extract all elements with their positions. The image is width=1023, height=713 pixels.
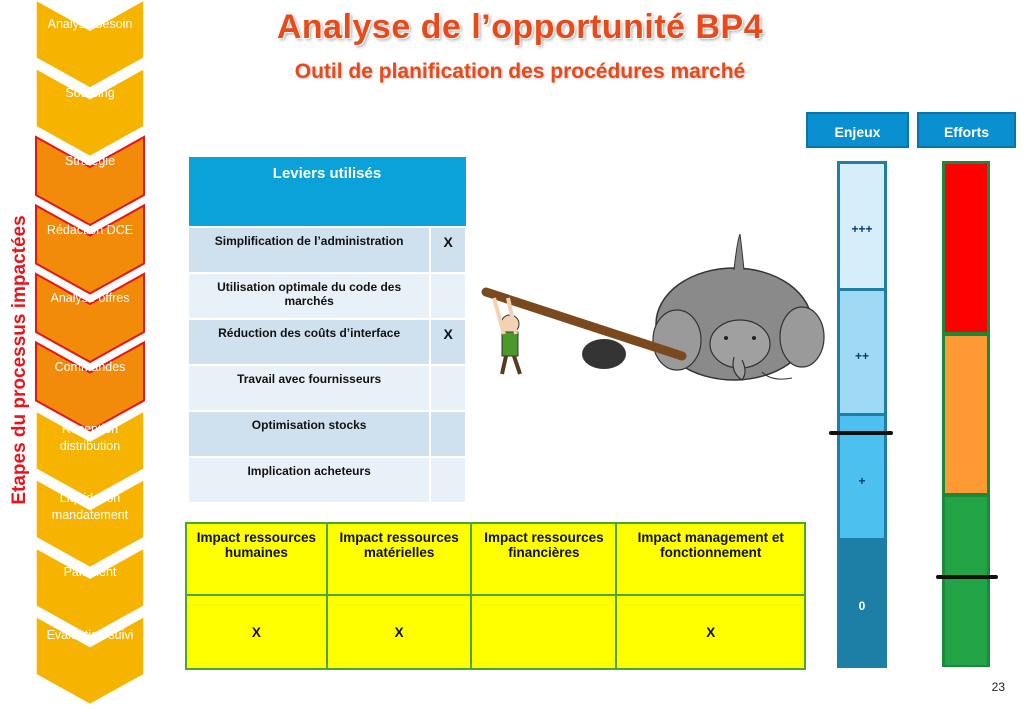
process-chevron [36,0,144,88]
enjeux-level-3: +++ [840,164,884,288]
enjeux-level-2: ++ [840,291,884,413]
lever-label: Optimisation stocks [188,411,430,457]
lever-mark: X [430,227,466,273]
impact-header: Impact ressources humaines [186,523,327,595]
efforts-header: Efforts [917,112,1016,148]
lever-mark [430,411,466,457]
lever-label: Réduction des coûts d’interface [188,319,430,365]
efforts-marker [936,575,998,579]
process-step-label: Commandes [54,359,126,374]
process-step-label: Réception distribution [59,422,121,453]
effort-level-high [945,164,987,332]
impact-header: Impact ressources matérielles [327,523,472,595]
process-step-label: Rédaction DCE [46,222,134,237]
impact-mark [471,595,616,669]
lever-mark [430,365,466,411]
lever-elephant-illustration [472,232,832,392]
levers-header: Leviers utilisés [188,157,466,228]
enjeux-marker [829,431,893,435]
lever-mark [430,457,466,503]
enjeux-scale [837,161,887,668]
lever-row [188,411,466,457]
process-step-label: Sourcing [65,85,115,100]
impact-header: Impact ressources financières [471,523,616,595]
impact-table [185,522,806,670]
page-title: Analyse de l’opportunité BP4 [276,8,764,46]
lever-mark: X [430,319,466,365]
process-step-label: Paiement [63,565,117,579]
page-subtitle: Outil de planification des procédures marché [294,60,746,83]
effort-level-medium [945,336,987,493]
lever-label: Simplification de l’administration [188,227,430,273]
lever-row [188,365,466,411]
lever-row [188,273,466,319]
process-vertical-label: Etapes du processus impactées [9,215,30,505]
lever-row [188,319,466,365]
process-step-label: Liquidation mandatement [51,490,129,522]
impact-mark: X [616,595,805,669]
fulcrum-rock [582,339,626,369]
levers-table [187,156,467,504]
lever-mark [430,273,466,319]
page-number: 23 [991,680,1005,694]
impact-header: Impact management et fonctionnement [616,523,805,595]
lever-label: Utilisation optimale du code des marchés [188,273,430,319]
lever-label: Travail avec fournisseurs [188,365,430,411]
process-step-label: Stratégie [64,154,116,168]
process-step-label: Evaluation suivi [46,627,134,642]
process-step-label: Analyse offres [50,291,130,305]
enjeux-header: Enjeux [806,112,909,148]
efforts-scale [942,161,990,667]
effort-level-low [945,497,987,665]
man-icon [494,298,520,374]
enjeux-level-1: + [840,416,884,538]
lever-row [188,457,466,503]
impact-mark: X [186,595,327,669]
lever-row [188,227,466,273]
impact-mark: X [327,595,472,669]
process-step-label: Analyse besoin [47,17,133,31]
enjeux-level-0: 0 [840,541,884,665]
lever-label: Implication acheteurs [188,457,430,503]
